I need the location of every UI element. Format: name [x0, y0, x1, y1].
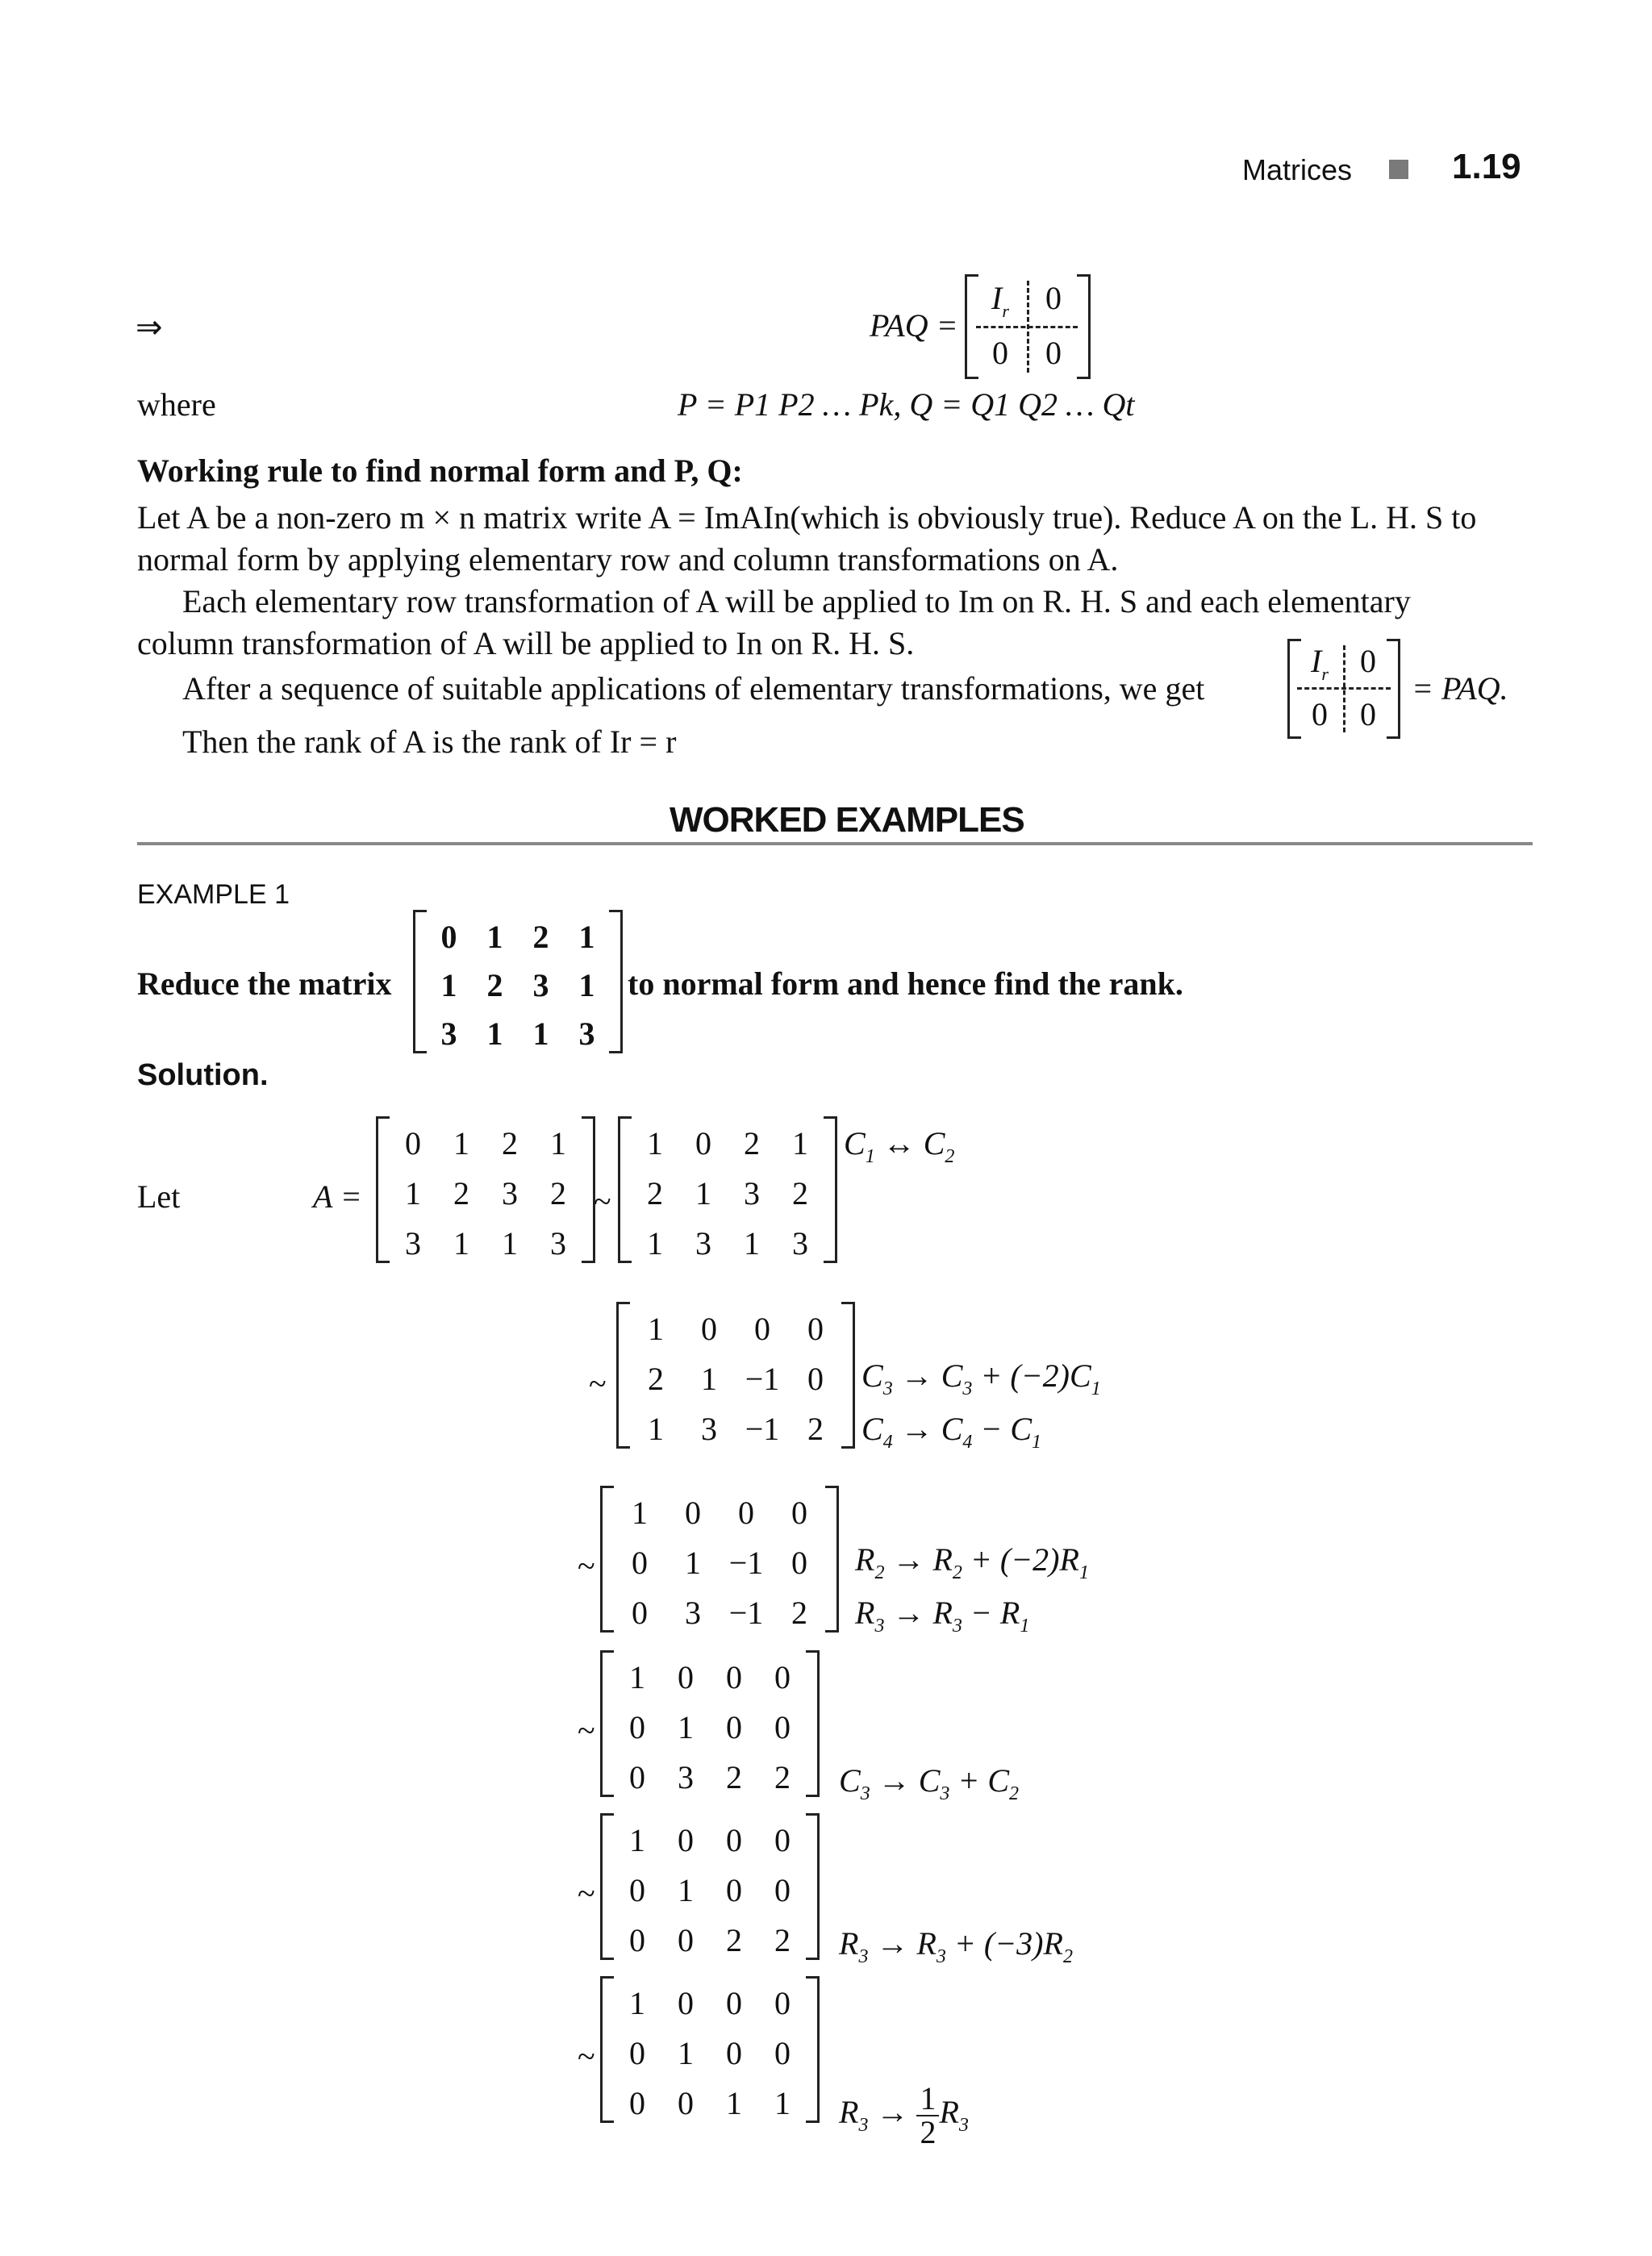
question-matrix-cell: 2 — [532, 919, 549, 955]
transformation-label: $C_4 \to C_4 - C_1$ — [861, 1411, 1042, 1453]
step-matrix-cell: −1 — [745, 1361, 780, 1397]
step-matrix-cell: 2 — [502, 1125, 518, 1161]
step-matrix-cell: −1 — [745, 1411, 780, 1447]
transformation-label: $R_3$ → $\frac{1}{2}$ $R_3$ — [839, 2080, 969, 2150]
question-matrix-cell: 3 — [578, 1015, 595, 1052]
step-matrix-cell: 3 — [685, 1595, 701, 1631]
step-matrix-cell: 3 — [550, 1225, 566, 1261]
step-matrix-cell: 2 — [647, 1175, 663, 1211]
equivalence-tilde: ~ — [589, 1366, 607, 1402]
header-square-icon — [1389, 160, 1408, 179]
step-matrix-cell: 0 — [685, 1495, 701, 1531]
question-matrix-cell: 1 — [578, 967, 595, 1003]
step-matrix-cell: 1 — [405, 1175, 421, 1211]
question-matrix-cell: 1 — [486, 919, 503, 955]
step-matrix-cell: 2 — [726, 1759, 742, 1795]
step-matrix-cell: 1 — [632, 1495, 648, 1531]
worked-examples-heading: WORKED EXAMPLES — [670, 800, 1024, 840]
step-matrix-cell: 1 — [550, 1125, 566, 1161]
step-matrix-cell: 0 — [629, 1709, 645, 1745]
step-matrix-cell: 0 — [774, 1872, 791, 1908]
step-matrix-cell: 0 — [791, 1495, 807, 1531]
step-matrix-cell: 2 — [453, 1175, 469, 1211]
step-matrix-cell: 1 — [774, 2085, 791, 2121]
equivalence-tilde: ~ — [578, 2038, 595, 2075]
step-matrix-cell: 1 — [648, 1411, 664, 1447]
question-matrix-cell: 1 — [440, 967, 457, 1003]
rule-line-4: column transformation of A will be applied to In on R. H. S. — [137, 625, 915, 661]
step-matrix-cell: 1 — [678, 2035, 694, 2071]
step-matrix-cell: 0 — [678, 1922, 694, 1958]
step-matrix — [600, 1813, 820, 1960]
step-matrix-cell: 0 — [791, 1545, 807, 1581]
step-matrix-cell: 2 — [744, 1125, 760, 1161]
step-matrix-cell: 1 — [453, 1125, 469, 1161]
step-matrix-cell: 2 — [774, 1922, 791, 1958]
step-matrix-cell: 3 — [678, 1759, 694, 1795]
working-rule-heading: Working rule to find normal form and P, Q: — [137, 452, 743, 489]
step-matrix-cell: 1 — [453, 1225, 469, 1261]
step-matrix-cell: 0 — [405, 1125, 421, 1161]
solution-label: Solution. — [137, 1058, 269, 1092]
paq-lhs: PAQ = — [870, 307, 958, 344]
step-matrix-cell: 0 — [726, 2035, 742, 2071]
transformation-label: $R_2 \to R_2 + (-2)R_1$ — [855, 1541, 1089, 1583]
running-header-section: Matrices — [1242, 153, 1353, 186]
step-matrix-cell: 1 — [629, 1659, 645, 1695]
rule-line-5-tail: = PAQ. — [1412, 670, 1508, 707]
page-number: 1.19 — [1452, 147, 1521, 186]
step-matrix — [616, 1302, 855, 1449]
step-matrix-cell: 3 — [701, 1411, 717, 1447]
step-matrix-cell: 1 — [647, 1125, 663, 1161]
question-matrix-cell: 3 — [440, 1015, 457, 1052]
transformation-label: $C_3 \to C_3 + (-2)C_1$ — [861, 1357, 1101, 1399]
step-matrix-cell: 0 — [629, 2085, 645, 2121]
step-matrix-cell: 3 — [502, 1175, 518, 1211]
rule-line-3: Each elementary row transformation of A will be applied to Im on R. H. S and each elementary — [182, 583, 1411, 619]
step-matrix-cell: 1 — [647, 1225, 663, 1261]
step-matrix-cell: 0 — [701, 1311, 717, 1347]
transformation-label: $R_3 \to R_3 - R_1$ — [855, 1595, 1030, 1637]
heading-rule — [137, 842, 1533, 845]
step-matrix-cell: 3 — [405, 1225, 421, 1261]
step-matrix-cell: 1 — [695, 1175, 711, 1211]
step-matrix-cell: 1 — [685, 1545, 701, 1581]
step-matrix-cell: 1 — [629, 1822, 645, 1858]
equivalence-tilde: ~ — [594, 1183, 611, 1220]
question-matrix-cell: 0 — [440, 919, 457, 955]
rule-line-1: Let A be a non-zero m × n matrix write A = ImAIn(which is obviously true). Reduce A on the L. H. S to — [137, 499, 1477, 536]
let-label: Let — [137, 1178, 181, 1215]
equivalence-tilde: ~ — [578, 1548, 595, 1584]
step-matrix-cell: 2 — [792, 1175, 808, 1211]
a-equals: A = — [313, 1178, 362, 1215]
step-matrix-cell: 2 — [648, 1361, 664, 1397]
step-matrix-cell: 1 — [648, 1311, 664, 1347]
step-matrix-cell: 0 — [726, 1709, 742, 1745]
where-equation: P = P1 P2 … Pk, Q = Q1 Q2 … Qt — [678, 386, 1135, 423]
question-matrix-cell: 1 — [578, 919, 595, 955]
step-matrix — [600, 1486, 839, 1633]
implies-symbol: ⇒ — [136, 309, 163, 345]
step-matrix-cell: 1 — [744, 1225, 760, 1261]
step-matrix-cell: 0 — [726, 1659, 742, 1695]
step-matrix-cell: 0 — [629, 1759, 645, 1795]
question-matrix-cell: 1 — [486, 1015, 503, 1052]
transformation-label: $C_1$ ↔ $C_2$ — [844, 1125, 955, 1167]
step-matrix-cell: 1 — [502, 1225, 518, 1261]
step-matrix — [600, 1976, 820, 2123]
step-matrix-cell: 0 — [695, 1125, 711, 1161]
step-matrix-cell: 3 — [695, 1225, 711, 1261]
step-matrix-cell: 0 — [774, 1659, 791, 1695]
step-matrix-cell: 2 — [550, 1175, 566, 1211]
step-matrix-cell: 1 — [629, 1985, 645, 2021]
step-matrix-cell: 0 — [678, 2085, 694, 2121]
rule-line-2: normal form by applying elementary row and column transformations on A. — [137, 541, 1119, 578]
step-matrix-cell: 0 — [632, 1545, 648, 1581]
step-matrix-cell: 1 — [678, 1872, 694, 1908]
rule-block-matrix: $I_r$ 0 0 0 — [1287, 639, 1400, 739]
step-matrix-cell: −1 — [728, 1545, 764, 1581]
step-matrix-cell: 0 — [726, 1985, 742, 2021]
question-matrix-cell: 3 — [532, 967, 549, 1003]
step-matrix-cell: −1 — [728, 1595, 764, 1631]
step-matrix-cell: 0 — [774, 2035, 791, 2071]
question-matrix — [413, 910, 623, 1053]
step-matrix-cell: 0 — [754, 1311, 770, 1347]
step-matrix-cell: 0 — [774, 1822, 791, 1858]
question-matrix-cell: 1 — [532, 1015, 549, 1052]
step-matrix-cell: 2 — [726, 1922, 742, 1958]
step-matrix-cell: 0 — [678, 1822, 694, 1858]
step-matrix-cell: 0 — [629, 1922, 645, 1958]
step-matrix-cell: 0 — [726, 1872, 742, 1908]
equivalence-tilde: ~ — [578, 1712, 595, 1749]
normal-form-block-matrix: $I_r$ 0 0 0 — [965, 274, 1091, 379]
step-matrix-cell: 0 — [807, 1361, 824, 1397]
step-matrix-cell: 0 — [774, 1985, 791, 2021]
step-matrix-cell: 0 — [678, 1659, 694, 1695]
step-matrix — [618, 1116, 837, 1263]
step-matrix-cell: 0 — [774, 1709, 791, 1745]
step-matrix-cell: 3 — [744, 1175, 760, 1211]
rule-line-5: After a sequence of suitable applications of elementary transformations, we get — [182, 670, 1205, 707]
where-label: where — [137, 386, 216, 423]
question-right: to normal form and hence find the rank. — [628, 965, 1183, 1002]
step-matrix-cell: 1 — [726, 2085, 742, 2121]
step-matrix-cell: 1 — [792, 1125, 808, 1161]
transformation-label: $R_3 \to R_3 + (-3)R_2$ — [839, 1925, 1073, 1967]
step-matrix-cell: 0 — [726, 1822, 742, 1858]
transformation-label: $C_3 \to C_3 + C_2$ — [839, 1762, 1020, 1804]
step-matrix — [600, 1650, 820, 1797]
step-matrix-cell: 2 — [807, 1411, 824, 1447]
step-matrix-cell: 0 — [738, 1495, 754, 1531]
equivalence-tilde: ~ — [578, 1875, 595, 1912]
question-left: Reduce the matrix — [137, 965, 392, 1002]
step-matrix-cell: 0 — [629, 1872, 645, 1908]
step-matrix-cell: 0 — [629, 2035, 645, 2071]
step-matrix — [376, 1116, 595, 1263]
example-label: EXAMPLE 1 — [137, 879, 290, 910]
step-matrix-cell: 1 — [678, 1709, 694, 1745]
step-matrix-cell: 3 — [792, 1225, 808, 1261]
rule-line-6: Then the rank of A is the rank of Ir = r — [182, 724, 677, 760]
step-matrix-cell: 0 — [632, 1595, 648, 1631]
step-matrix-cell: 2 — [791, 1595, 807, 1631]
step-matrix-cell: 0 — [807, 1311, 824, 1347]
step-matrix-cell: 2 — [774, 1759, 791, 1795]
question-matrix-cell: 2 — [486, 967, 503, 1003]
step-matrix-cell: 0 — [678, 1985, 694, 2021]
step-matrix-cell: 1 — [701, 1361, 717, 1397]
